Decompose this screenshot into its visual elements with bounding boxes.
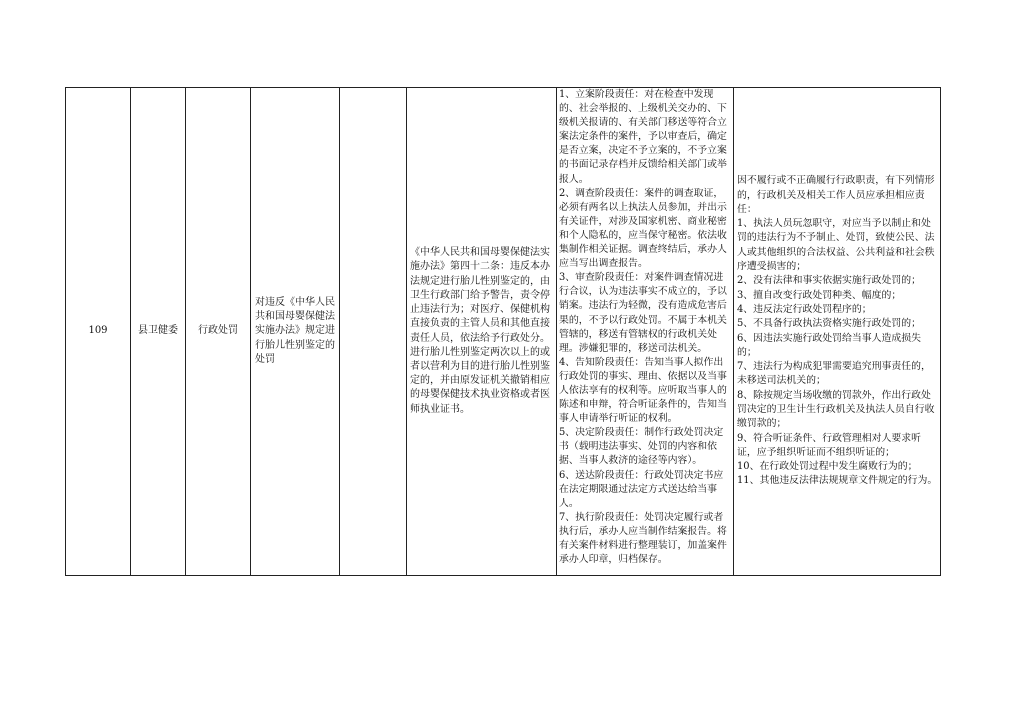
responsibility-item: 2、调查阶段责任：案件的调查取证，必须有两名以上执法人员参加，并出示有关证件，对涉及国家机密、商业秘密和个人隐私的，应当保守秘密。依法收集制作相关证据。调查终结后，承办人应当写出调查报告。 — [559, 187, 727, 270]
cell-legal-basis — [407, 88, 557, 575]
category: 行政处罚 — [198, 325, 238, 337]
accountability-item: 7、违法行为构成犯罪需要追究刑事责任的，未移送司法机关的； — [737, 361, 931, 387]
accountability-item: 2、没有法律和事实依据实施行政处罚的； — [737, 275, 922, 287]
accountability-item: 10、在行政处罚过程中发生腐败行为的； — [737, 461, 918, 473]
row-number: 109 — [88, 325, 108, 337]
table-row — [65, 87, 941, 576]
cell-responsibilities — [557, 88, 734, 575]
cell-number — [66, 88, 131, 575]
cell-sub-item — [340, 88, 407, 575]
item-name: 对违反《中华人民共和国母婴保健法实施办法》规定进行胎儿性别鉴定的处罚 — [255, 296, 335, 365]
accountability-item: 1、执法人员玩忽职守，对应当予以制止和处罚的违法行为不予制止、处罚，致使公民、法人或其他组织的合法权益、公共利益和社会秩序遭受损害的； — [737, 218, 935, 273]
responsibility-item: 3、审查阶段责任：对案件调查情况进行合议，认为违法事实不成立的，予以销案。违法行为轻微，没有造成危害后果的，不予以行政处罚。不属于本机关管辖的，移送有管辖权的行政机关处理。涉嫌犯罪的，移送司法机关。 — [559, 272, 727, 354]
accountability-item: 6、因违法实施行政处罚给当事人造成损失的； — [737, 332, 922, 358]
accountability-item: 因不履行或不正确履行行政职责，有下列情形的，行政机关及相关工作人员应承担相应责任： — [737, 175, 935, 215]
responsibility-item: 6、送达阶段责任：行政处罚决定书应在法定期限通过法定方式送达给当事人。 — [559, 469, 724, 509]
accountability-item: 11、其他违反法律法规规章文件规定的行为。 — [737, 475, 938, 487]
accountability-item: 5、不具备行政执法资格实施行政处罚的； — [737, 318, 922, 330]
responsibility-item: 5、决定阶段责任：制作行政处罚决定书（载明违法事实、处罚的内容和依据、当事人救济的途径等内容）。 — [559, 427, 724, 467]
responsibility-item: 4、告知阶段责任：告知当事人拟作出行政处罚的事实、理由、依据以及当事人依法享有的权利等。应听取当事人的陈述和申辩，符合听证条件的，告知当事人申请举行听证的权利。 — [559, 356, 727, 425]
cell-category — [186, 88, 251, 575]
responsibility-item: 7、执行阶段责任：处罚决定履行或者执行后，承办人应当制作结案报告。将有关案件材料进行整理装订，加盖案件承办人印章，归档保存。 — [559, 511, 727, 566]
cell-item-name — [251, 88, 340, 575]
cell-department — [131, 88, 186, 575]
accountability-item: 4、违反法定行政处罚程序的； — [737, 303, 872, 315]
legal-basis: 《中华人民共和国母婴保健法实施办法》第四十二条：违反本办法规定进行胎儿性别鉴定的，由卫生行政部门给予警告，责令停止违法行为；对医疗、保健机构直接负责的主管人员和其他直接责任人员，依法给予行政处分。进行胎儿性别鉴定两次以上的或者以营利为目的进行胎儿性别鉴定的，并由原发证机关撤销相应的母婴保健技术执业资格或者医师执业证书。 — [410, 247, 550, 415]
cell-accountability — [734, 88, 942, 575]
accountability-item: 8、除按规定当场收缴的罚款外，作出行政处罚决定的卫生计生行政机关及执法人员自行收缴罚款的； — [737, 389, 935, 430]
department: 县卫健委 — [138, 325, 178, 337]
accountability-item: 9、符合听证条件、行政管理相对人要求听证，应予组织听证而不组织听证的； — [737, 432, 922, 458]
accountability-item: 3、擅自改变行政处罚种类、幅度的； — [737, 289, 902, 301]
responsibility-item: 1、立案阶段责任：对在检查中发现的、社会举报的、上级机关交办的、下级机关报请的、有关部门移送等符合立案法定条件的案件，予以审查后，确定是否立案，决定不予立案的，不予立案的书面记录存档并反馈给相关部门或举报人。 — [559, 89, 727, 185]
